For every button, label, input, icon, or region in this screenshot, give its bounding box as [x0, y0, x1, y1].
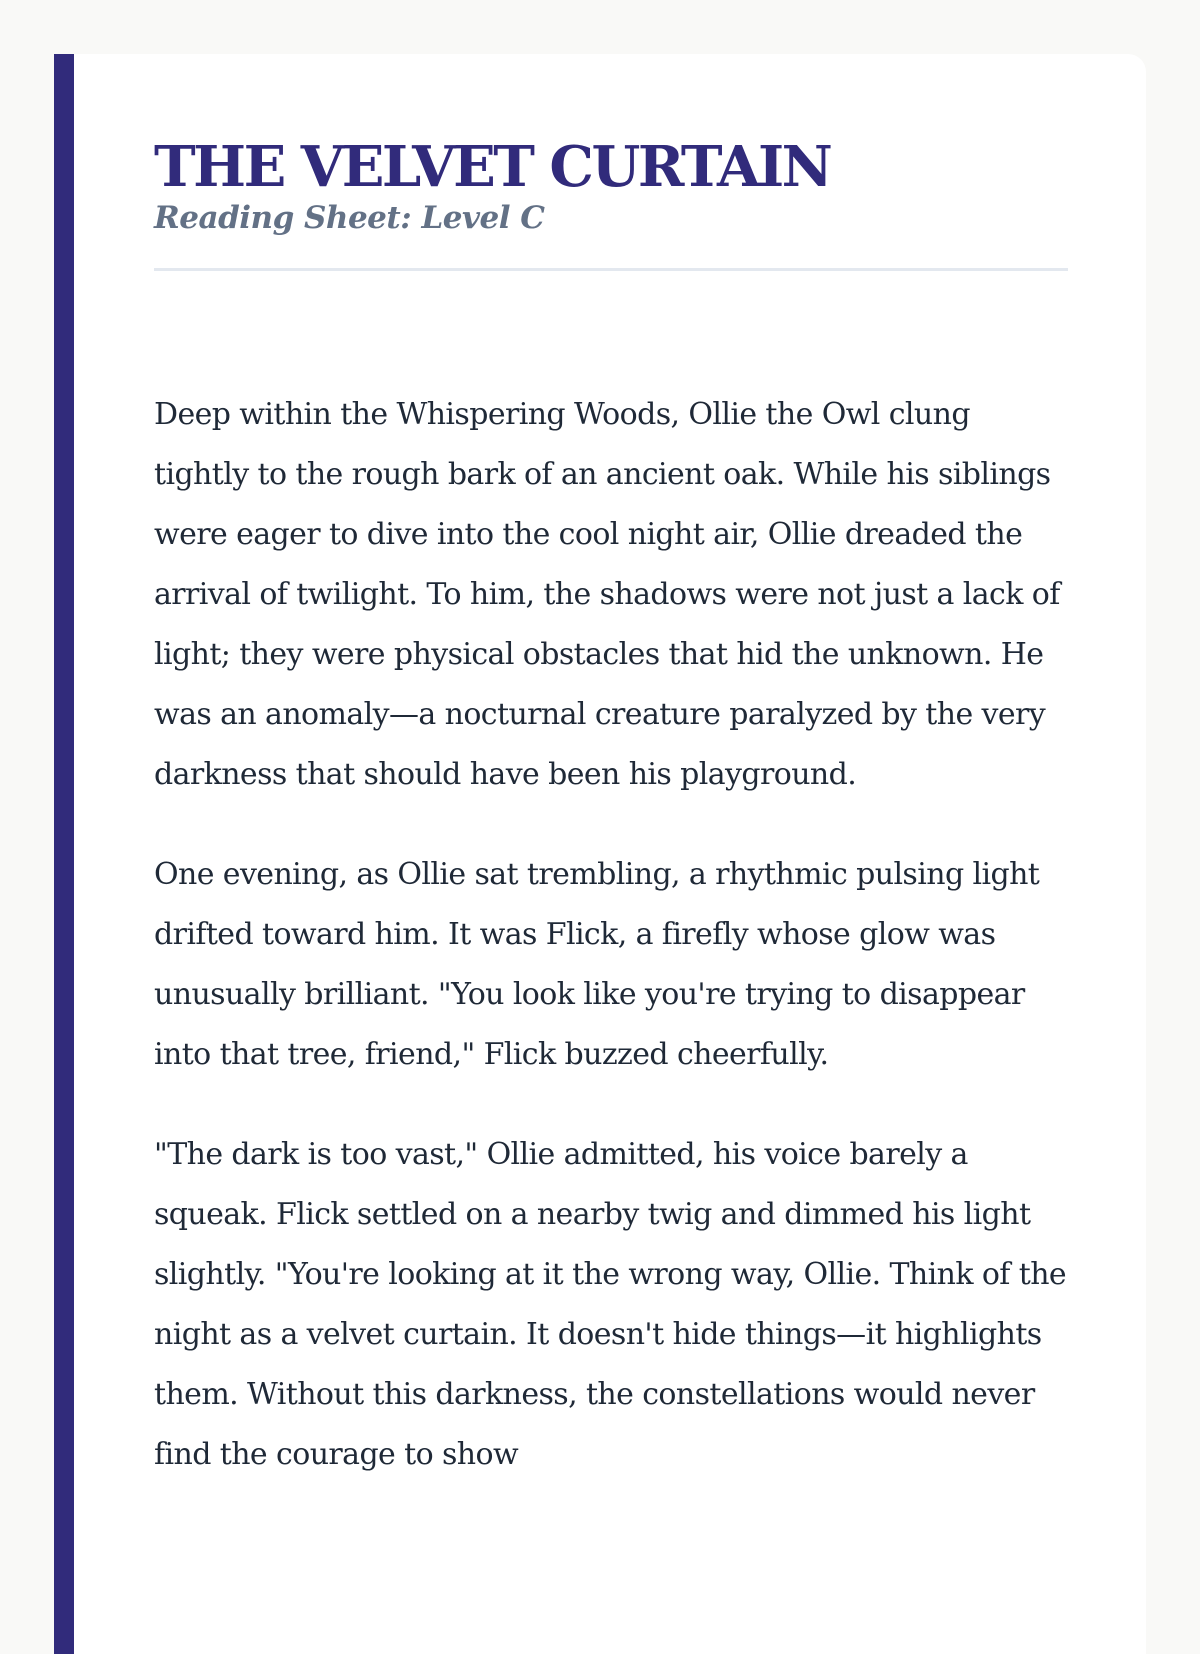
story-paragraph-1: Deep within the Whispering Woods, Ollie the Owl clung tightly to the rough bark of an ancient oak. While his siblings were eager to dive into the cool night air, Ollie dreaded the arrival of twilight. To him, the shadows were not just a lack of light; they were physical obstacles that hid the unknown. He was an anomaly—a nocturnal creature paralyzed by the very darkness that should have been his playground.	[154, 397, 1060, 792]
story-paragraph-3: "The dark is too vast," Ollie admitted, his voice barely a squeak. Flick settled on a nearby twig and dimmed his light slightly. "You're looking at it the wrong way, Ollie. Think of the night as a velvet curtain. It doesn't hide things—it highlights them. Without this darkness, the constellations would never find the courage to show	[154, 1137, 1067, 1472]
story-text	[154, 385, 1068, 1485]
document-subtitle: Reading Sheet: Level C	[154, 200, 545, 236]
sheet-content	[154, 54, 1068, 1525]
header-divider	[154, 268, 1068, 271]
document-title: THE VELVET CURTAIN	[154, 134, 831, 200]
story-paragraph-2: One evening, as Ollie sat trembling, a rhythmic pulsing light drifted toward him. It was Flick, a firefly whose glow was unusually brilliant. "You look like you're trying to disappear into that tree, friend," Flick buzzed cheerfully.	[154, 857, 1040, 1072]
reading-sheet	[54, 54, 1146, 1654]
